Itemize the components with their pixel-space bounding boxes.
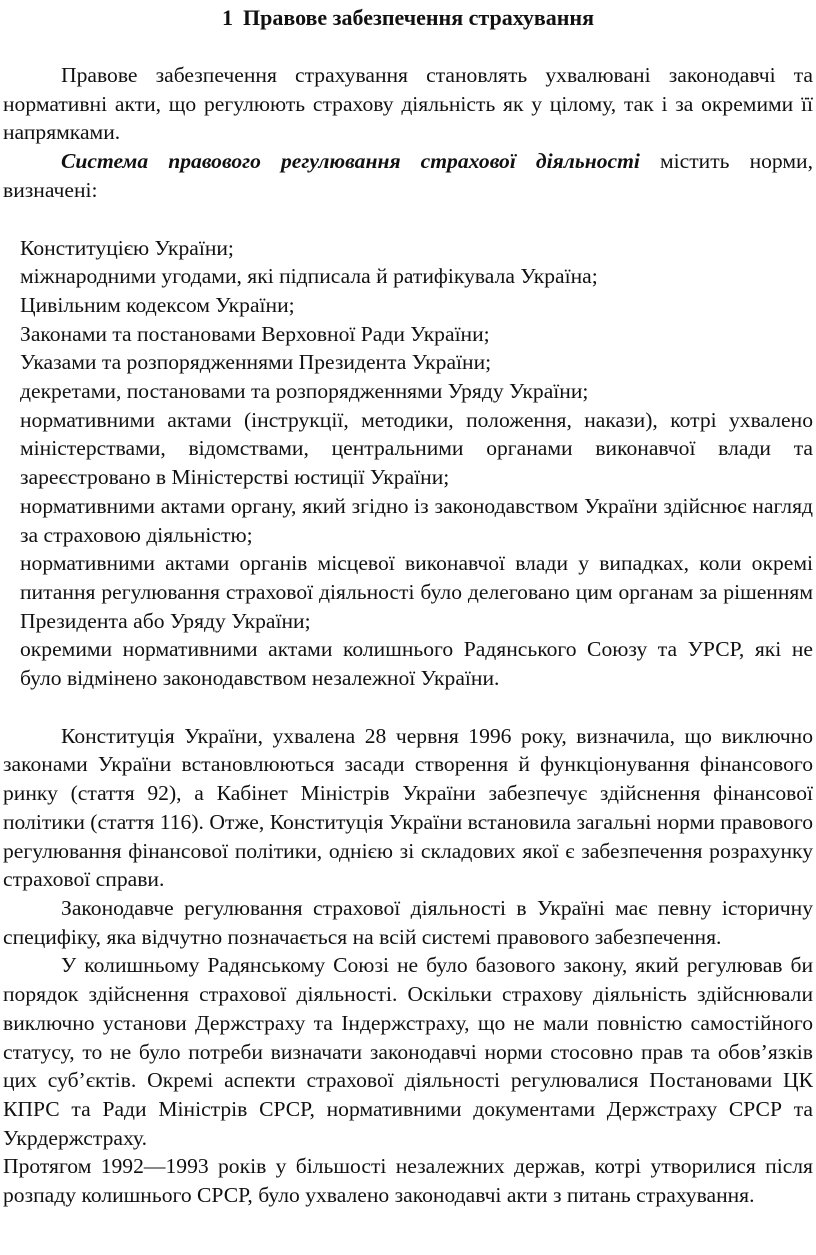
list-item: нормативними актами (інструкції, методики, положення, накази), котрі ухвалено міністерствами, відомствами, центральними органами виконавчої влади та зареєстровано в Міністерстві юстиції України;: [20, 407, 813, 490]
list-item: міжнародними угодами, які підписала й ратифікувала Україна;: [20, 264, 598, 289]
list-item: Цивільним кодексом України;: [20, 292, 295, 317]
intro-paragraph: Правове забезпечення страхування становлять ухвалювані законодавчі та нормативні акти, що регулюють страхову діяльність як у цілому, так і за окремими її напрямками.: [3, 63, 813, 145]
section-title: [3, 0, 813, 32]
constitution-paragraph: Конституція України, ухвалена 28 червня 1996 року, визначила, що виключно законами України встановлюються засади створення й функціонування фінансового ринку (стаття 92), а Кабінет Міністрів України забезпечує здійснення фінансової політики (стаття 116). Отже, Конституція України встановила загальні норми правового регулювання фінансової політики, однією зі складових якої є забезпечення розрахунку страхової справи.: [3, 723, 813, 892]
period-paragraph: Протягом 1992—1993 років у більшості незалежних держав, котрі утворилися після розпаду колишнього СРСР, було ухвалено законодавчі акти з питань страхування.: [3, 1154, 813, 1208]
history-paragraph: Законодавче регулювання страхової діяльності в Україні має певну історичну специфіку, яка відчутно позначається на всій системі правового забезпечення.: [3, 895, 813, 949]
list-item: нормативними актами органів місцевої виконавчої влади у випадках, коли окремі питання регулювання страхової діяльності було делеговано цим органам за рішенням Президента або Уряду України;: [20, 551, 813, 633]
ussr-paragraph: У колишньому Радянському Союзі не було базового закону, який регулював би порядок здійснення страхової діяльності. Оскільки страхову діяльність здійснювали виключно установи Держстраху та Індержстраху, що не мали повністю самостійного статусу, то не було потреби визначати законодавчі норми стосовно прав та обов’язків цих суб’єктів. Окремі аспекти страхової діяльності регулювалися Постановами ЦК КПРС та Ради Міністрів СРСР, нормативними документами Держстраху СРСР та Укрдержстраху.: [3, 953, 813, 1150]
list-item: нормативними актами органу, який згідно із законодавством України здійснює нагляд за страховою діяльністю;: [20, 493, 813, 547]
section-title-text: Правове забезпечення страхування: [242, 5, 595, 30]
list-item: Конституцією України;: [20, 235, 234, 260]
norms-list: [3, 234, 813, 693]
system-paragraph: [3, 147, 813, 204]
list-item: Законами та постановами Верховної Ради України;: [20, 321, 490, 346]
system-lead-text: Система правового регулювання страхової діяльності: [61, 149, 640, 174]
list-item: декретами, постановами та розпорядженнями Уряду України;: [20, 379, 589, 404]
list-item: Указами та розпорядженнями Президента України;: [20, 350, 492, 375]
list-item: окремими нормативними актами колишнього Радянського Союзу та УРСР, які не було відмінено законодавством незалежної України.: [20, 637, 813, 691]
system-rest-text: містить норми, визначені:: [3, 149, 814, 202]
section-number: 1: [221, 5, 233, 30]
